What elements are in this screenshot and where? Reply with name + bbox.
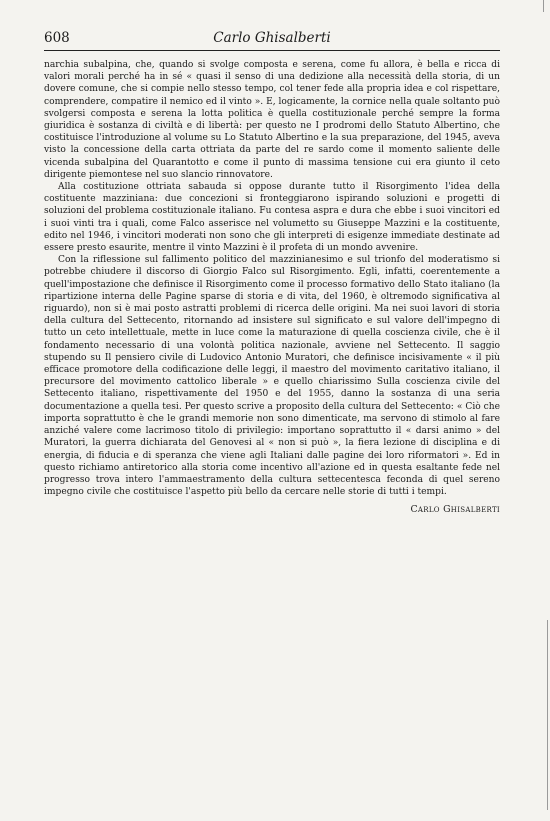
page [44,30,500,515]
page-header [44,30,500,48]
page-number: 608 [44,30,70,46]
header-rule [44,50,500,51]
paragraph: Con la riflessione sul fallimento politico del mazzinianesimo e sul trionfo del moderatismo si potrebbe chiudere il discorso di Giorgio Falco sul Risorgimento. Egli, infatti, coerentemente a quell'impostazione che definisce il Risorgimento come il processo formativo dello Stato italiano (la ripartizione interna delle Pagine sparse di storia e di vita, del 1960, è oltremodo significativa al riguardo), non si è mai posto astratti problemi di ricerca delle origini. Ma nei suoi lavori di storia della cultura del Settecento, ritornando ad insistere sul significato e sul valore dell'impegno di tutto un ceto intellettuale, mette in luce come la maturazione di quella coscienza civile, che è il fondamento necessario di una volontà politica nazionale, avviene nel Settecento. Il saggio stupendo su Il pensiero civile di Ludovico Antonio Muratori, che definisce incisivamente « il più efficace promotore della codificazione delle leggi, il maestro del movimento caritativo italiano, il precursore del movimento cattolico liberale » e quello chiarissimo Sulla coscienza civile del Settecento italiano, rispettivamente del 1950 e del 1955, danno la sostanza di una seria documentazione a quella tesi. Per questo scrive a proposito della cultura del Settecento: « Ciò che importa soprattutto è che le grandi memorie non sono dimenticate, ma servono di stimolo al fare anziché valere come lacrimoso titolo di privilegio: importano soprattutto il « darsi animo » del Muratori, la guerra dichiarata del Genovesi al « non si può », la fiera lezione di disciplina e di energia, di fiducia e di speranza che viene agli Italiani dalle pagine dei loro riformatori ». Ed in questo richiamo antiretorico alla storia come incentivo all'azione ed in questa esaltante fede nel progresso trova intero l'ammaestramento della cultura settecentesca feconda di quel sereno impegno civile che costituisce l'aspetto più bello da cercare nelle storie di tutti i tempi. [44,255,500,498]
paragraph: narchia subalpina, che, quando si svolge composta e serena, come fu allora, è bella e ricca di valori morali perché ha in sé « quasi il senso di una dedizione alla necessità della storia, di un dovere comune, che si compie nello stesso tempo, col tener fede alla propria idea e col rispettare, comprendere, compatire il nemico ed il vinto ». E, logicamente, la cornice nella quale soltanto può svolgersi composta e serena la lotta politica è quella costituzionale perché sempre la forma giuridica è sostanza di civiltà e di libertà: per questo ne I prodromi dello Statuto Albertino, che costituisce l'introduzione al volume su Lo Statuto Albertino e la sua preparazione, del 1945, aveva visto la concessione della carta ottriata da parte del re sardo come il momento saliente delle vicenda subalpina del Quarantotto e come il punto di massima tensione cui era giunto il ceto dirigente piemontese nel suo slancio rinnovatore. [44,60,500,180]
scan-margin-line [547,620,548,810]
page-edge-mark [543,0,544,12]
paragraph: Alla costituzione ottriata sabauda si oppose durante tutto il Risorgimento l'idea della costituente mazziniana: due concezioni si fronteggiarono ispirando soluzioni e progetti di soluzioni del problema costituzionale italiano. Fu contesa aspra e dura che ebbe i suoi vincitori ed i suoi vinti tra i quali, come Falco asserisce nel volumetto su Giuseppe Mazzini e la costituente, edito nel 1946, i vincitori moderati non sono che gli interpreti di esigenze immediate destinate ad essere presto esaurite, mentre il vinto Mazzini è il profeta di un mondo avvenire. [44,182,500,254]
author-signature: Carlo Ghisalberti [410,504,500,516]
article-body [44,59,500,498]
running-head: Carlo Ghisalberti [213,30,331,46]
